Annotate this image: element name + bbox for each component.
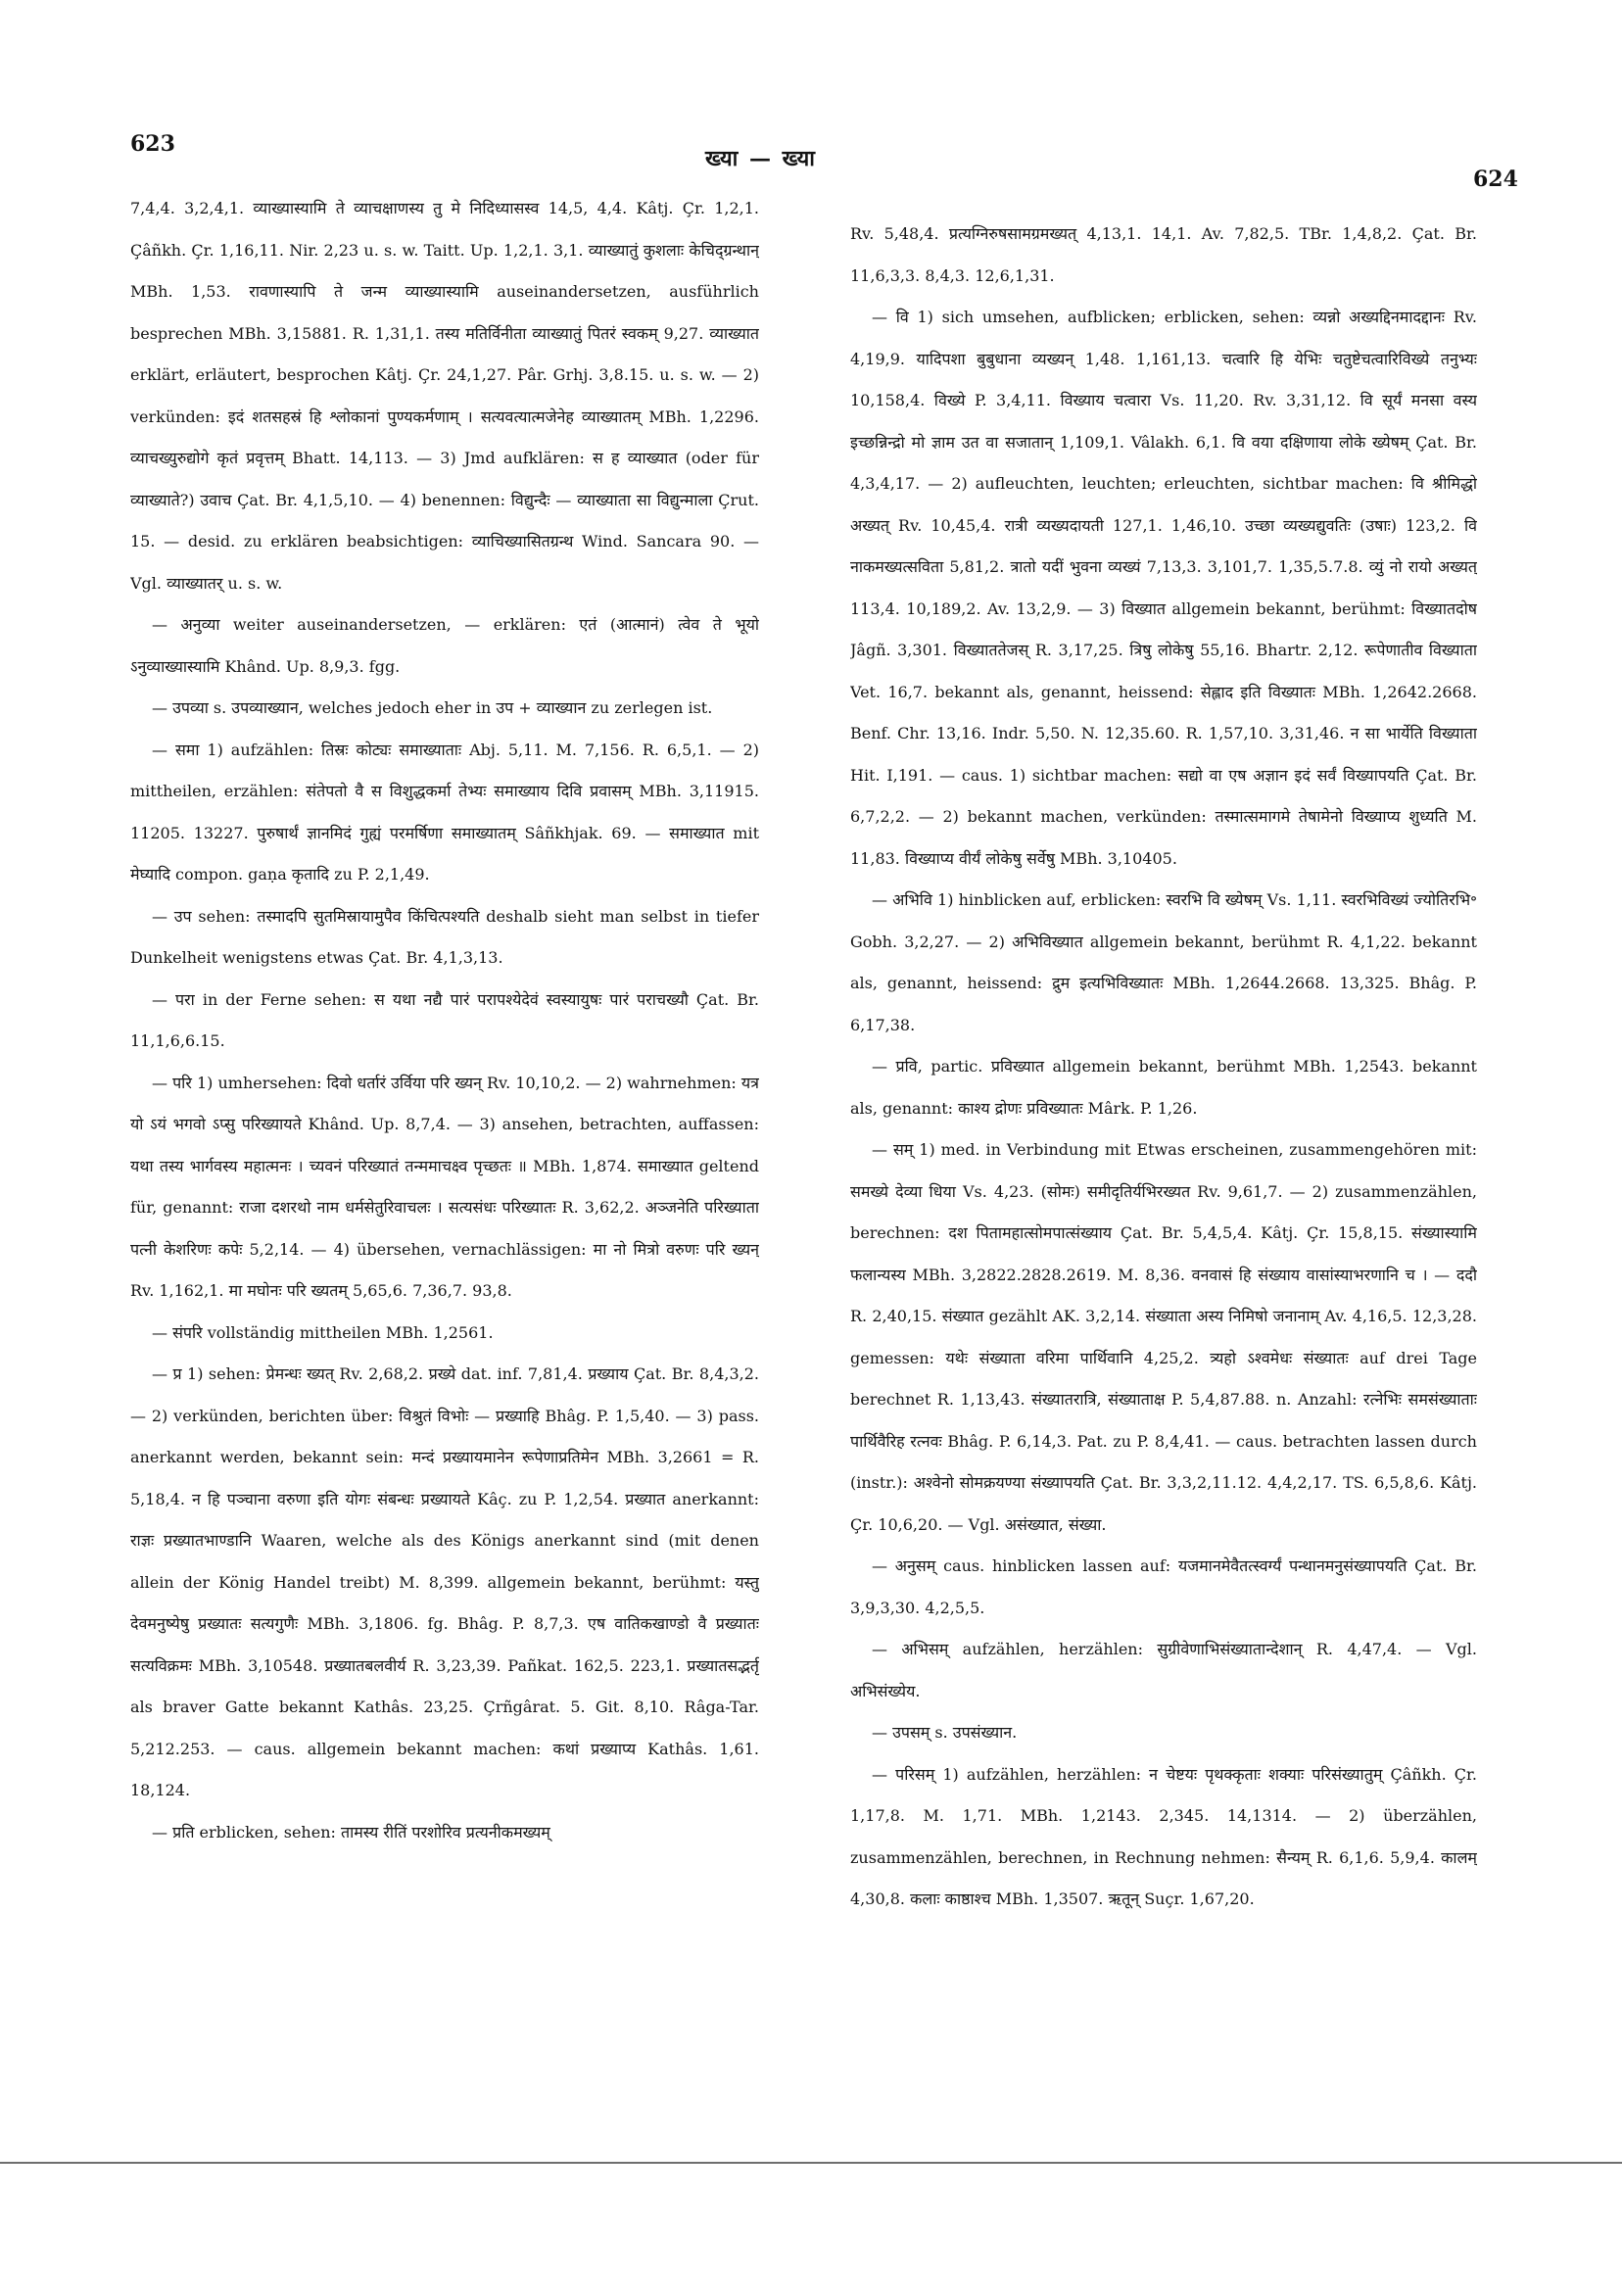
dictionary-entry: — उपसम् s. उपसंख्यान.: [872, 1723, 1018, 1742]
page-number-left: 623: [130, 131, 175, 157]
dictionary-entry: — प्रवि, partic. प्रविख्यात allgemein bekannt, berühmt MBh. 1,2543. bekannt als, genannt: काश्य द्रोणः प्रविख्यातः Mârk. P. 1,26.: [850, 1057, 1477, 1118]
bottom-rule: [0, 2162, 1622, 2164]
running-head: ख्या — ख्या: [705, 146, 817, 171]
dictionary-entry: Rv. 5,48,4. प्रत्यग्निरुषसामग्रमख्यत् 4,13,1. 14,1. Av. 7,82,5. TBr. 1,4,8,2. Çat. Br. 11,6,3,3. 8,4,3. 12,6,1,31.: [850, 224, 1477, 285]
dictionary-entry: — परा in der Ferne sehen: स यथा नद्यै पारं परापश्येदेवं स्वस्यायुषः पारं पराचख्यौ Çat. Br. 11,1,6,6.15.: [130, 989, 759, 1050]
dictionary-entry: — उपव्या s. उपव्याख्यान, welches jedoch eher in उप + व्याख्यान zu zerlegen ist.: [152, 698, 713, 717]
dictionary-entry: — सम् 1) med. in Verbindung mit Etwas erscheinen, zusammengehören mit: समख्ये देव्या धिया Vs. 4,23. (सोमः) समीदृतिर्यभिरख्यत Rv. 9,61,7. — 2) zusammenzählen, berechnen: दश पितामहात्सोमपात्संख्याय Çat. Br. 5,4,5,4. Kâtj. Çr. 15,8,15. संख्यास्यामि फलान्यस्य MBh. 3,2822.2828.2619. M. 8,36. वनवासं हि संख्याय वासांस्याभरणानि च । — ददौ R. 2,40,15. संख्यात gezählt AK. 3,2,14. संख्याता अस्य निमिषो जनानाम् Av. 4,16,5. 12,3,28. gemessen: यथेः संख्याता वरिमा पार्थिवानि 4,25,2. त्र्यहो ऽश्वमेधः संख्यातः auf drei Tage berechnet R. 1,13,43. संख्यातरात्रि, संख्याताक्ष P. 5,4,87.88. n. Anzahl: रत्नेभिः समसंख्याताः पार्थिवैरिह रत्नवः Bhâg. P. 6,14,3. Pat. zu P. 8,4,41. — caus. betrachten lassen durch (instr.): अश्वेनो सोमक्रयण्या संख्यापयति Çat. Br. 3,3,2,11.12. 4,4,2,17. TS. 6,5,8,6. Kâtj. Çr. 10,6,20. — Vgl. असंख्यात, संख्या.: [850, 1140, 1477, 1534]
dictionary-entry: — संपरि vollständig mittheilen MBh. 1,2561.: [152, 1322, 494, 1342]
dictionary-entry: 7,4,4. 3,2,4,1. व्याख्यास्यामि ते व्याचक्षाणस्य तु मे निदिध्यासस्व 14,5, 4,4. Kâtj. Çr. 1,2,1. Çâñkh. Çr. 1,16,11. Nir. 2,23 u. s. w. Taitt. Up. 1,2,1. 3,1. व्याख्यातुं कुशलाः केचिद्ग्रन्थान् MBh. 1,53. रावणास्यापि ते जन्म व्याख्यास्यामि auseinandersetzen, ausführlich besprechen MBh. 3,15881. R. 1,31,1. तस्य मतिर्विनीता व्याख्यातुं पितरं स्वकम् 9,27. व्याख्यात erklärt, erläutert, besprochen Kâtj. Çr. 24,1,27. Pâr. Grhj. 3,8.15. u. s. w. — 2) verkünden: इदं शतसहस्रं हि श्लोकानां पुण्यकर्मणाम् । सत्यवत्यात्मजेनेह व्याख्यातम् MBh. 1,2296. व्याचख्युरुद्योगे कृतं प्रवृत्तम् Bhatt. 14,113. — 3) Jmd aufklären: स ह व्याख्यात (oder für व्याख्याते?) उवाच Çat. Br. 4,1,5,10. — 4) benennen: विद्युन्दैः — व्याख्याता सा विद्युन्माला Çrut. 15. — desid. zu erklären beabsichtigen: व्याचिख्यासितग्रन्थ Wind. Sancara 90. — Vgl. व्याख्यातर् u. s. w.: [130, 199, 759, 593]
dictionary-entry: — अनुसम् caus. hinblicken lassen auf: यजमानमेवैतत्स्वर्ग्यं पन्थानमनुसंख्यापयति Çat. Br. 3,9,3,30. 4,2,5,5.: [850, 1556, 1477, 1617]
dictionary-entry: — समा 1) aufzählen: तिस्रः कोट्यः समाख्याताः Abj. 5,11. M. 7,156. R. 6,5,1. — 2) mittheilen, erzählen: संतेपतो वै स विशुद्धकर्मा तेभ्यः समाख्याय दिवि प्रवासम् MBh. 3,11915. 11205. 13227. पुरुषार्थं ज्ञानमिदं गुह्यं परमर्षिणा समाख्यातम् Sâñkhjak. 69. — समाख्यात mit मेघ्यादि compon. gaṇa कृतादि zu P. 2,1,49.: [130, 740, 759, 884]
dictionary-entry: — परिसम् 1) aufzählen, herzählen: न चेष्टयः पृथक्कृताः शक्याः परिसंख्यातुम् Çâñkh. Çr. 1,17,8. M. 1,71. MBh. 1,2143. 2,345. 14,1314. — 2) überzählen, zusammenzählen, berechnen, in Rechnung nehmen: सैन्यम् R. 6,1,6. 5,9,4. कालम् 4,30,8. कलाः काष्ठाश्च MBh. 1,3507. ऋतून् Suçr. 1,67,20.: [850, 1764, 1477, 1908]
right-column: [850, 214, 1477, 2133]
dictionary-entry: — परि 1) umhersehen: दिवो धर्तारं उर्विया परि ख्यन् Rv. 10,10,2. — 2) wahrnehmen: यत्र यो ऽयं भगवो ऽप्सु परिख्यायते Khând. Up. 8,7,4. — 3) ansehen, betrachten, auffassen: यथा तस्य भार्गवस्य महात्मनः । च्यवनं परिख्यातं तन्ममाचक्ष्व पृच्छतः ॥ MBh. 1,874. समाख्यात geltend für, genannt: राजा दशरथो नाम धर्मसेतुरिवाचलः । सत्यसंधः परिख्यातः R. 3,62,2. अञ्जनेति परिख्याता पत्नी केशरिणः कपेः 5,2,14. — 4) übersehen, vernachlässigen: मा नो मित्रो वरुणः परि ख्यन् Rv. 1,162,1. मा मघोनः परि ख्यतम् 5,65,6. 7,36,7. 93,8.: [130, 1073, 759, 1300]
dictionary-entry: — प्र 1) sehen: प्रेमन्धः ख्यत् Rv. 2,68,2. प्रख्ये dat. inf. 7,81,4. प्रख्याय Çat. Br. 8,4,3,2. — 2) verkünden, berichten über: विश्रुतं विभोः — प्रख्याहि Bhâg. P. 1,5,40. — 3) pass. anerkannt werden, bekannt sein: मन्दं प्रख्यायमानेन रूपेणाप्रतिमेन MBh. 3,2661 = R. 5,18,4. न हि पञ्चाना वरुणा इति योगः संबन्धः प्रख्यायते Kâç. zu P. 1,2,54. प्रख्यात anerkannt: राज्ञः प्रख्यातभाण्डानि Waaren, welche als des Königs anerkannt sind (mit denen allein der König Handel treibt) M. 8,399. allgemein bekannt, berühmt: यस्तु देवमनुष्येषु प्रख्यातः सत्यगुणैः MBh. 3,1806. fg. Bhâg. P. 8,7,3. एष वातिकखाण्डो वै प्रख्यातः सत्यविक्रमः MBh. 3,10548. प्रख्यातबलवीर्य R. 3,23,39. Pañkat. 162,5. 223,1. प्रख्यातसद्भर्तृ als braver Gatte bekannt Kathâs. 23,25. Çrñgârat. 5. Git. 8,10. Râga-Tar. 5,212.253. — caus. allgemein bekannt machen: कथां प्रख्याप्य Kathâs. 1,61. 18,124.: [130, 1364, 759, 1799]
dictionary-entry: — अनुव्या weiter auseinandersetzen, — erklären: एतं (आत्मानं) त्वेव ते भूयो ऽनुव्याख्यास्यामि Khând. Up. 8,9,3. fgg.: [130, 615, 759, 676]
dictionary-entry: — उप sehen: तस्मादपि सुतमिस्रायामुपैव किंचित्पश्यति deshalb sieht man selbst in tiefer Dunkelheit wenigstens etwas Çat. Br. 4,1,3,13.: [130, 906, 759, 967]
dictionary-entry: — वि 1) sich umsehen, aufblicken; erblicken, sehen: व्यन्नो अख्यद्दिनमादद्दानः Rv. 4,19,9. यादिपशा बुबुधाना व्यख्यन् 1,48. 1,161,13. चत्वारि हि येभिः चतुष्टेचत्वारिविख्ये तनुभ्यः 10,158,4. विख्ये P. 3,4,11. विख्याय चत्वारा Vs. 11,20. Rv. 3,31,12. वि सूर्यं मनसा वस्य इच्छन्निन्द्रो मो ज्ञाम उत वा सजातान् 1,109,1. Vâlakh. 6,1. वि वया दक्षिणाया लोके ख्येषम् Çat. Br. 4,3,4,17. — 2) aufleuchten, leuchten; erleuchten, sichtbar machen: वि श्रीमिद्धो अख्यत् Rv. 10,45,4. रात्री व्यख्यदायती 127,1. 1,46,10. उच्छा व्यख्यद्युवतिः (उषाः) 123,2. वि नाकमख्यत्सविता 5,81,2. त्रातो यदीं भुवना व्यख्यं 7,13,3. 3,101,7. 1,35,5.7.8. व्युं नो रायो अख्यत् 113,4. 10,189,2. Av. 13,2,9. — 3) विख्यात allgemein bekannt, berühmt: विख्यातदोष Jâgñ. 3,301. विख्याततेजस् R. 3,17,25. त्रिषु लोकेषु 55,16. Bhartr. 2,12. रूपेणातीव विख्याता Vet. 16,7. bekannt als, genannt, heissend: सेह्लाद इति विख्यातः MBh. 1,2642.2668. Benf. Chr. 13,16. Indr. 5,50. N. 12,35.60. R. 1,57,10. 3,31,46. न सा भार्येति विख्याता Hit. I,191. — caus. 1) sichtbar machen: सद्यो वा एष अज्ञान इदं सर्वं विख्यापयति Çat. Br. 6,7,2,2. — 2) bekannt machen, verkünden: तस्मात्समागमे तेषामेनो विख्याप्य शुध्यति M. 11,83. विख्याप्य वीर्यं लोकेषु सर्वेषु MBh. 3,10405.: [850, 308, 1477, 868]
dictionary-entry: — अभिवि 1) hinblicken auf, erblicken: स्वरभि वि ख्येषम् Vs. 1,11. स्वरभिविख्यं ज्योतिरभि॰ Gobh. 3,2,27. — 2) अभिविख्यात allgemein bekannt, berühmt R. 4,1,22. bekannt als, genannt, heissend: द्रुम इत्यभिविख्यातः MBh. 1,2644.2668. 13,325. Bhâg. P. 6,17,38.: [850, 890, 1477, 1034]
left-column: [130, 188, 759, 2108]
page-number-right: 624: [1473, 167, 1518, 192]
dictionary-entry: — अभिसम् aufzählen, herzählen: सुग्रीवेणाभिसंख्यातान्देशान् R. 4,47,4. — Vgl. अभिसंख्येय.: [850, 1640, 1477, 1700]
dictionary-entry: — प्रति erblicken, sehen: तामस्य रीतिं परशोरिव प्रत्यनीकमख्यम्: [152, 1822, 550, 1842]
